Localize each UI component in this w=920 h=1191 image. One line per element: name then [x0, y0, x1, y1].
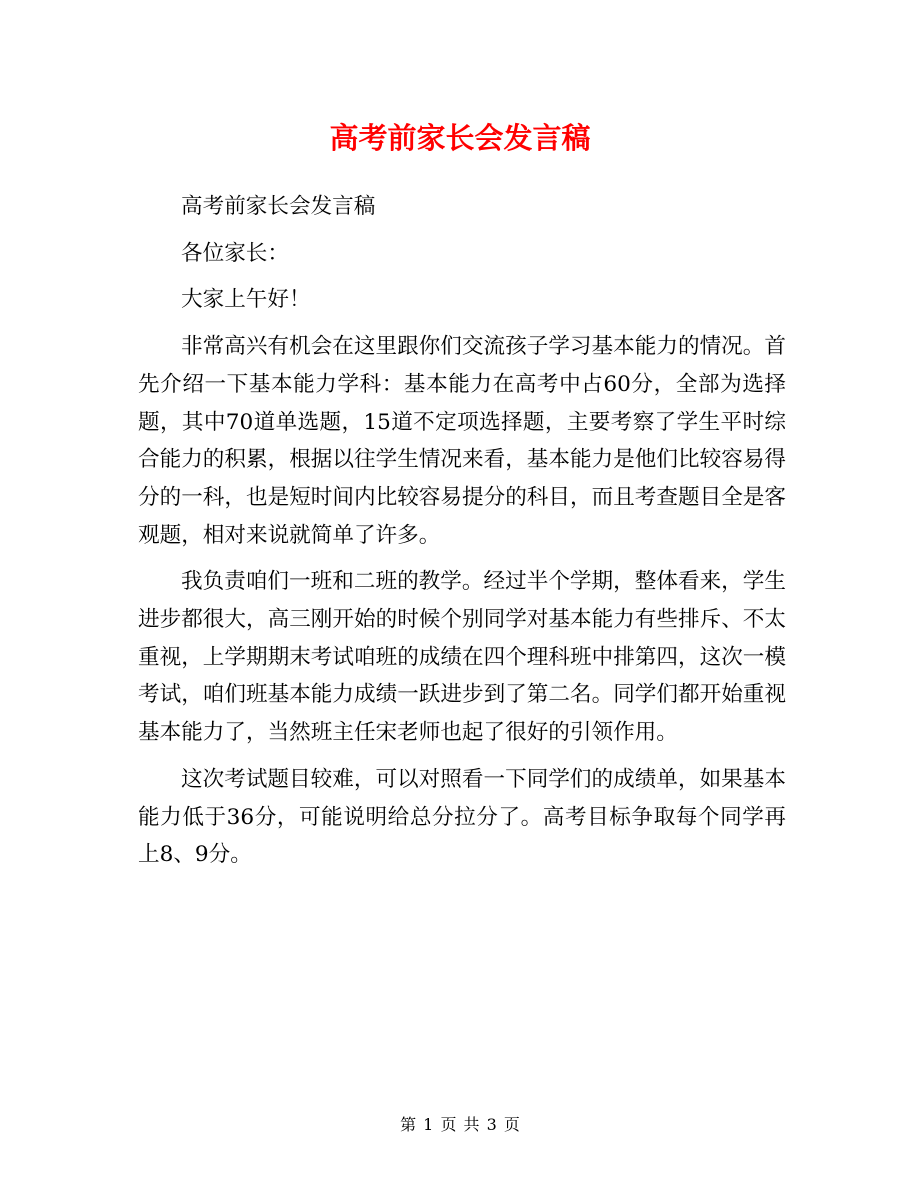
paragraph-introduction: 非常高兴有机会在这里跟你们交流孩子学习基本能力的情况。首先介绍一下基本能力学科：基本能力在高考中占60分，全部为选择题，其中70道单选题，15道不定项选择题，主要考察了学生平时综合能力的积累，根据以往学生情况来看，基本能力是他们比较容易得分的一科，也是短时间内比较容易提分的科目，而且考查题目全是客观题，相对来说就简单了许多。	[138, 334, 786, 548]
paragraph-class-progress: 我负责咱们一班和二班的教学。经过半个学期，整体看来，学生进步都很大，高三刚开始的时候个别同学对基本能力有些排斥、不太重视，上学期期末考试咱班的成绩在四个理科班中排第四，这次一模考试，咱们班基本能力成绩一跃进步到了第二名。同学们都开始重视基本能力了，当然班主任宋老师也起了很好的引领作用。	[138, 569, 786, 746]
paragraph-salutation: 各位家长：	[181, 240, 289, 266]
document-title: 高考前家长会发言稿	[329, 121, 591, 155]
paragraph-exam-goal: 这次考试题目较难，可以对照看一下同学们的成绩单，如果基本能力低于36分，可能说明给总分拉分了。高考目标争取每个同学再上8、9分。	[138, 766, 786, 868]
document-body	[138, 188, 786, 883]
page-number-footer: 第 1 页 共 3 页	[400, 1115, 520, 1134]
paragraph-greeting: 大家上午好！	[181, 287, 311, 313]
paragraph-heading: 高考前家长会发言稿	[181, 194, 376, 219]
